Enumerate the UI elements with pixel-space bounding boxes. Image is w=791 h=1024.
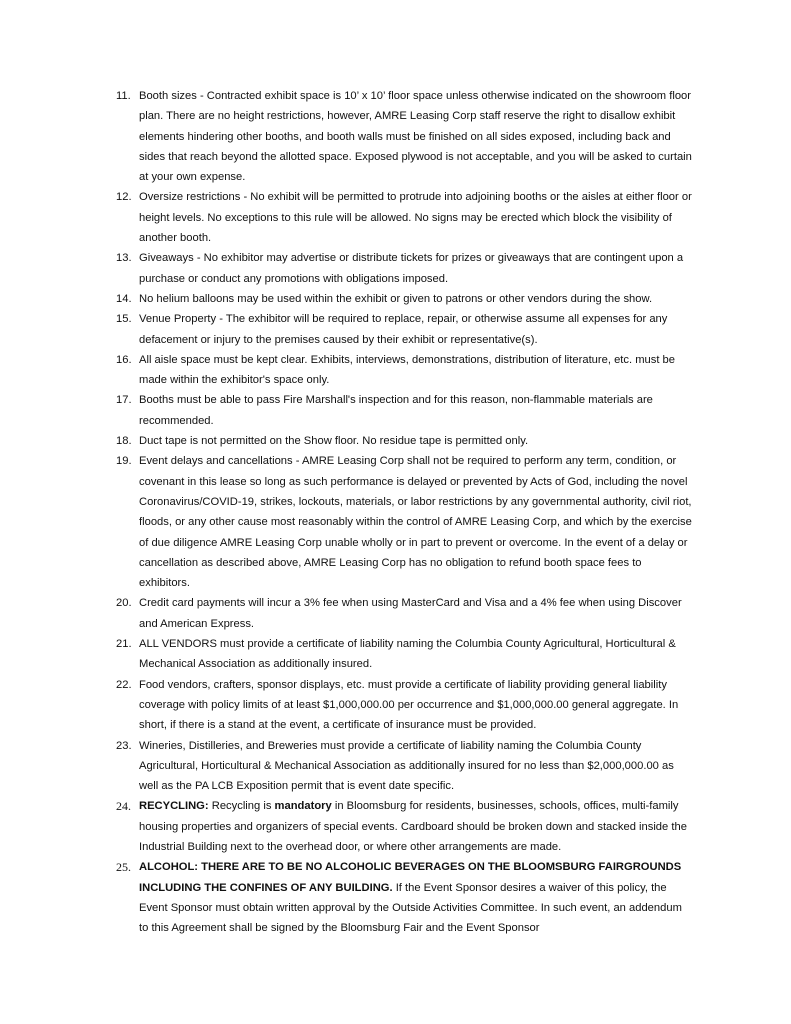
list-item: [0, 86, 694, 187]
item-text: No helium balloons may be used within the exhibit or given to patrons or other vendors during the show.: [139, 292, 653, 305]
item-text: Duct tape is not permitted on the Show floor. No residue tape is permitted only.: [139, 435, 529, 448]
list-item: [0, 675, 694, 736]
rules-list: [0, 86, 791, 796]
item-text: Food vendors, crafters, sponsor displays, etc. must provide a certificate of liability providing general liability coverage with policy limits of at least $1,000,000.00 per occurrence and $1,000,000.00 general aggregate. In short, if there is a stand at the event, a certificate of insurance must be provided.: [139, 678, 679, 732]
item-text: All aisle space must be kept clear. Exhibits, interviews, demonstrations, distribution of literature, etc. must be made within the exhibitor's space only.: [139, 353, 675, 387]
list-item: [0, 390, 694, 431]
item-text: Venue Property - The exhibitor will be required to replace, repair, or otherwise assume all expenses for any defacement or injury to the premises caused by their exhibit or representative(s).: [139, 313, 668, 346]
item-number: 12.: [116, 191, 132, 204]
document-page: [0, 86, 791, 938]
item-text: ALL VENDORS must provide a certificate of liability naming the Columbia County Agricultural, Horticultural & Mechanical Association as additionally insured.: [139, 638, 676, 671]
list-item: [0, 187, 694, 248]
list-item: [0, 350, 694, 391]
list-item: [0, 431, 694, 451]
item-number: 19.: [116, 455, 132, 468]
list-item: [0, 289, 694, 309]
item-number: 14.: [116, 292, 132, 305]
item-text: Oversize restrictions - No exhibit will be permitted to protrude into adjoining booths or the aisles at either floor or height levels. No exceptions to this rule will be allowed. No signs may be erected which block the visibility of another booth.: [139, 191, 692, 245]
list-item: [0, 736, 694, 797]
item-number: 22.: [116, 678, 132, 691]
item-number: 21.: [116, 638, 132, 651]
list-item: [0, 593, 694, 634]
mandatory-word: mandatory: [274, 800, 332, 813]
item-number: 23.: [116, 739, 132, 752]
item-number: 11.: [116, 90, 131, 102]
list-item: [0, 451, 694, 593]
item-number: 18.: [116, 435, 132, 448]
item-text: Event delays and cancellations - AMRE Leasing Corp shall not be required to perform any term, condition, or covenant in this lease so long as such performance is delayed or prevented by Acts of God, including the novel Coronavirus/COVID-19, strikes, lockouts, materials, or labor restrictions by any governmental authority, civil riot, floods, or any other cause most reasonably within the control of AMRE Leasing Corp, and which by the exercise of due diligence AMRE Leasing Corp unable wholly or in part to prevent or overcome. In the event of a delay or cancellation as described above, AMRE Leasing Corp has no obligation to refund booth space fees to exhibitors.: [139, 455, 692, 590]
list-item: [0, 634, 694, 675]
list-item-25: [0, 857, 694, 938]
item-text: Wineries, Distilleries, and Breweries must provide a certificate of liability naming the Columbia County Agricultural, Horticultural & Mechanical Association as additionally insured for no less than $2,000,000.00 as well as the PA LCB Exposition permit that is event date specific.: [139, 739, 674, 793]
item-number: 16.: [116, 353, 132, 366]
recycling-label: RECYCLING:: [139, 800, 209, 813]
item-text: Credit card payments will incur a 3% fee when using MasterCard and Visa and a 4% fee when using Discover and American Express.: [139, 597, 682, 630]
item-text: Booths must be able to pass Fire Marshall's inspection and for this reason, non-flammable materials are recommended.: [139, 394, 653, 427]
item-text: Recycling is: [208, 800, 275, 813]
item-number: 15.: [116, 313, 132, 326]
item-text: Booth sizes - Contracted exhibit space is 10’ x 10’ floor space unless otherwise indicated on the showroom floor plan. There are no height restrictions, however, AMRE Leasing Corp staff reserve the right to disallow exhibit elements hindering other booths, and booth walls must be finished on all sides exposed, including back and sides that reach beyond the allotted space. Exposed plywood is not acceptable, and you will be asked to curtain at your own expense.: [139, 90, 692, 184]
list-item: [0, 309, 694, 350]
item-text: in Bloomsburg for residents, businesses, schools, offices, multi-family housing properties and organizers of special events. Cardboard should be broken down and stacked inside the Industrial Building next to the overhead door, or where other arrangements are made.: [139, 800, 687, 853]
item-number: 25.: [116, 860, 131, 875]
item-number: 13.: [116, 252, 132, 265]
item-number: 17.: [116, 394, 132, 407]
list-item-24: [0, 796, 694, 857]
item-number: 20.: [116, 597, 132, 610]
item-number: 24.: [116, 799, 131, 814]
alcohol-heading: ALCOHOL: THERE ARE TO BE NO ALCOHOLIC BEVERAGES ON THE BLOOMSBURG FAIRGROUNDS INCLUDING THE CONFINES OF ANY BUILDING.: [139, 861, 682, 894]
item-text: If the Event Sponsor desires a waiver of this policy, the Event Sponsor must obtain written approval by the Outside Activities Committee. In such event, an addendum to this Agreement shall be signed by the Bloomsburg Fair and the Event Sponsor: [139, 881, 682, 935]
list-item: [0, 248, 694, 289]
item-text: Giveaways - No exhibitor may advertise or distribute tickets for prizes or giveaways that are contingent upon a purchase or conduct any promotions with obligations imposed.: [139, 252, 684, 285]
